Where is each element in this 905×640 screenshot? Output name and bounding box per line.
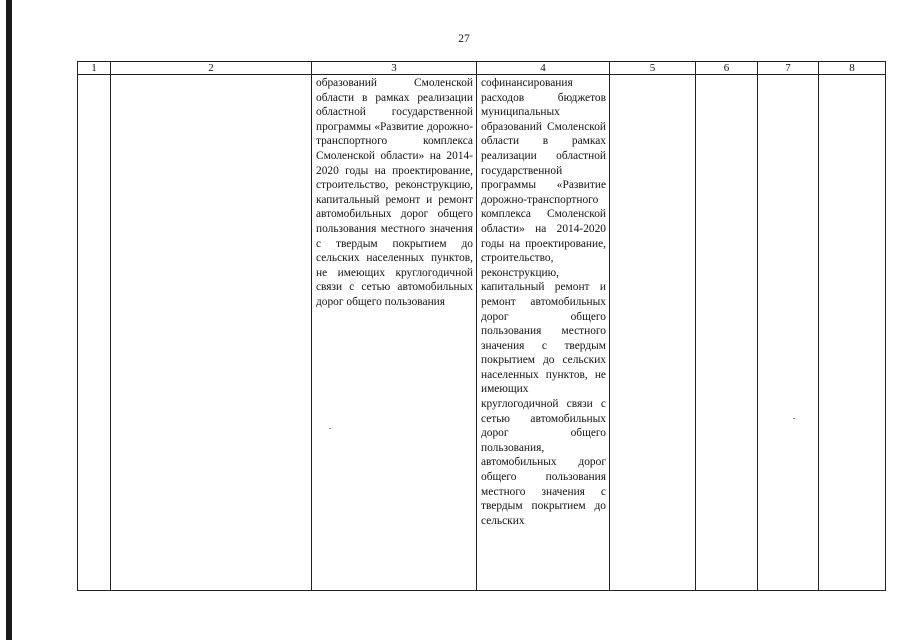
table-header-row (78, 62, 886, 75)
page-number: 27 (458, 33, 470, 45)
column-header-7: 7 (758, 62, 819, 75)
cell-col5 (610, 75, 696, 591)
cell-col3 (312, 75, 477, 591)
scan-speck (793, 418, 795, 419)
column-header-8: 8 (819, 62, 886, 75)
cell-col2 (111, 75, 312, 591)
cell-col8 (819, 75, 886, 591)
column-header-6: 6 (696, 62, 758, 75)
cell-col7 (758, 75, 819, 591)
column-header-2: 2 (111, 62, 312, 75)
scan-edge-bar (6, 0, 12, 640)
cell-col3-text: образований Смоленской области в рамках реализации областной государственной программы «Развитие дорожно-транспортного комплекса Смоленской области» на 2014-2020 годы на проектирование, строительство, реконструкцию, капитальный ремонт и ремонт автомобильных дорог общего пользования местного значения с твердым покрытием до сельских населенных пунктов, не имеющих круглогодичной связи с сетью автомобильных дорог общего пользования (316, 77, 473, 308)
column-header-1: 1 (78, 62, 111, 75)
cell-col4 (477, 75, 610, 591)
table-row (78, 75, 886, 591)
cell-col6 (696, 75, 758, 591)
column-header-5: 5 (610, 62, 696, 75)
column-header-3: 3 (312, 62, 477, 75)
cell-col4-text: софинансирования расходов бюджетов муниципальных образований Смоленской области в рамках реализации областной государственной программы «Развитие дорожно-транспортного комплекса Смоленской области» на 2014-2020 годы на проектирование, строительство, реконструкцию, капитальный ремонт и ремонт автомобильных дорог общего пользования местного значения с твердым покрытием до сельских населенных пунктов, не имеющих круглогодичной связи с сетью автомобильных дорог общего пользования, автомобильных дорог общего пользования местного значения с твердым покрытием до сельских (481, 77, 606, 527)
cell-col1 (78, 75, 111, 591)
document-table (77, 61, 886, 591)
column-header-4: 4 (477, 62, 610, 75)
scan-speck (329, 428, 331, 429)
